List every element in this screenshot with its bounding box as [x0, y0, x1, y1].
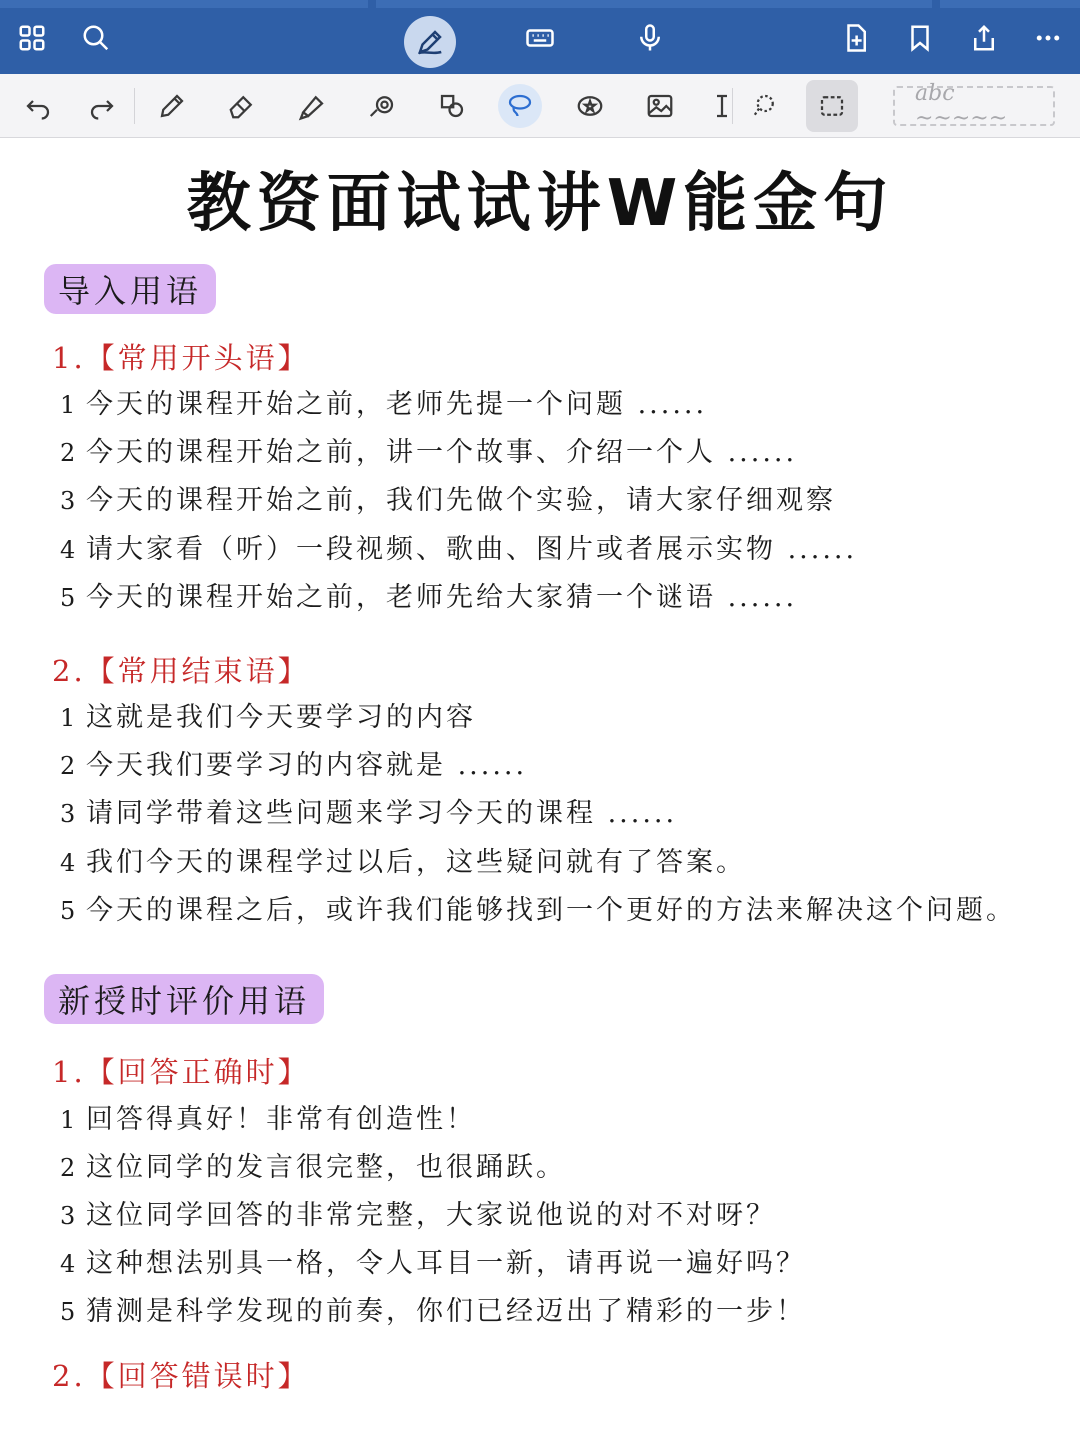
text-tool-input[interactable]: abc ~~~~~ — [893, 86, 1055, 126]
list-item: 1 回答得真好！非常有创造性！ — [60, 1104, 476, 1135]
subheading-wrong-answer: 2.【回答错误时】 — [52, 1359, 310, 1393]
list-item: 5 今天的课程开始之前，老师先给大家猜一个谜语 ...... — [60, 582, 798, 613]
bookmark-icon[interactable] — [900, 18, 940, 58]
microphone-icon[interactable] — [630, 18, 670, 58]
list-item: 4 我们今天的课程学过以后，这些疑问就有了答案。 — [60, 847, 746, 878]
subheading-correct-answer: 1.【回答正确时】 — [52, 1055, 310, 1089]
list-item: 2 这位同学的发言很完整，也很踊跃。 — [60, 1152, 566, 1183]
grid-icon[interactable] — [12, 18, 52, 58]
elements-icon[interactable] — [430, 84, 474, 128]
list-item: 5 猜测是科学发现的前奏，你们已经迈出了精彩的一步！ — [60, 1296, 806, 1327]
toolbar-divider — [134, 88, 135, 124]
pencil-icon[interactable] — [150, 84, 194, 128]
tab-strip-left — [0, 0, 368, 8]
list-item: 3 这位同学回答的非常完整，大家说他说的对不对呀？ — [60, 1200, 776, 1231]
undo-icon[interactable] — [16, 84, 60, 128]
pen-mode-icon[interactable] — [404, 16, 456, 68]
more-icon[interactable] — [1028, 18, 1068, 58]
tab-strip-right — [940, 0, 1080, 8]
list-item: 5 今天的课程之后，或许我们能够找到一个更好的方法来解决这个问题。 — [60, 895, 1016, 926]
keyboard-icon[interactable] — [520, 18, 560, 58]
list-item: 2 今天的课程开始之前，讲一个故事、介绍一个人 ...... — [60, 437, 798, 468]
share-icon[interactable] — [964, 18, 1004, 58]
shape-icon[interactable] — [360, 84, 404, 128]
rect-select-icon[interactable] — [806, 80, 858, 132]
section-tag-evaluation: 新授时评价用语 — [44, 974, 324, 1024]
subheading-closing: 2.【常用结束语】 — [52, 654, 310, 688]
search-icon[interactable] — [76, 18, 116, 58]
list-item: 4 请大家看（听）一段视频、歌曲、图片或者展示实物 ...... — [60, 534, 858, 565]
list-item: 3 请同学带着这些问题来学习今天的课程 ...... — [60, 798, 678, 829]
list-item: 3 今天的课程开始之前，我们先做个实验，请大家仔细观察 — [60, 485, 836, 516]
redo-icon[interactable] — [80, 84, 124, 128]
toolbar-divider — [732, 88, 733, 124]
list-item: 1 今天的课程开始之前，老师先提一个问题 ...... — [60, 389, 708, 420]
eraser-icon[interactable] — [220, 84, 264, 128]
top-navigation-bar — [0, 0, 1080, 74]
text-icon[interactable] — [700, 84, 744, 128]
tab-strip-middle — [376, 0, 932, 8]
add-page-icon[interactable] — [836, 18, 876, 58]
lasso-icon[interactable] — [498, 84, 542, 128]
list-item: 4 这种想法别具一格，令人耳目一新，请再说一遍好吗？ — [60, 1248, 806, 1279]
list-item: 2 今天我们要学习的内容就是 ...... — [60, 750, 528, 781]
lasso-select-icon[interactable] — [742, 84, 786, 128]
sticker-icon[interactable] — [568, 84, 612, 128]
page-title: 教资面试试讲W能金句 — [186, 167, 894, 241]
highlighter-icon[interactable] — [290, 84, 334, 128]
image-icon[interactable] — [638, 84, 682, 128]
section-tag-intro: 导入用语 — [44, 264, 216, 314]
list-item: 1 这就是我们今天要学习的内容 — [60, 702, 476, 733]
subheading-opening: 1.【常用开头语】 — [52, 341, 310, 375]
